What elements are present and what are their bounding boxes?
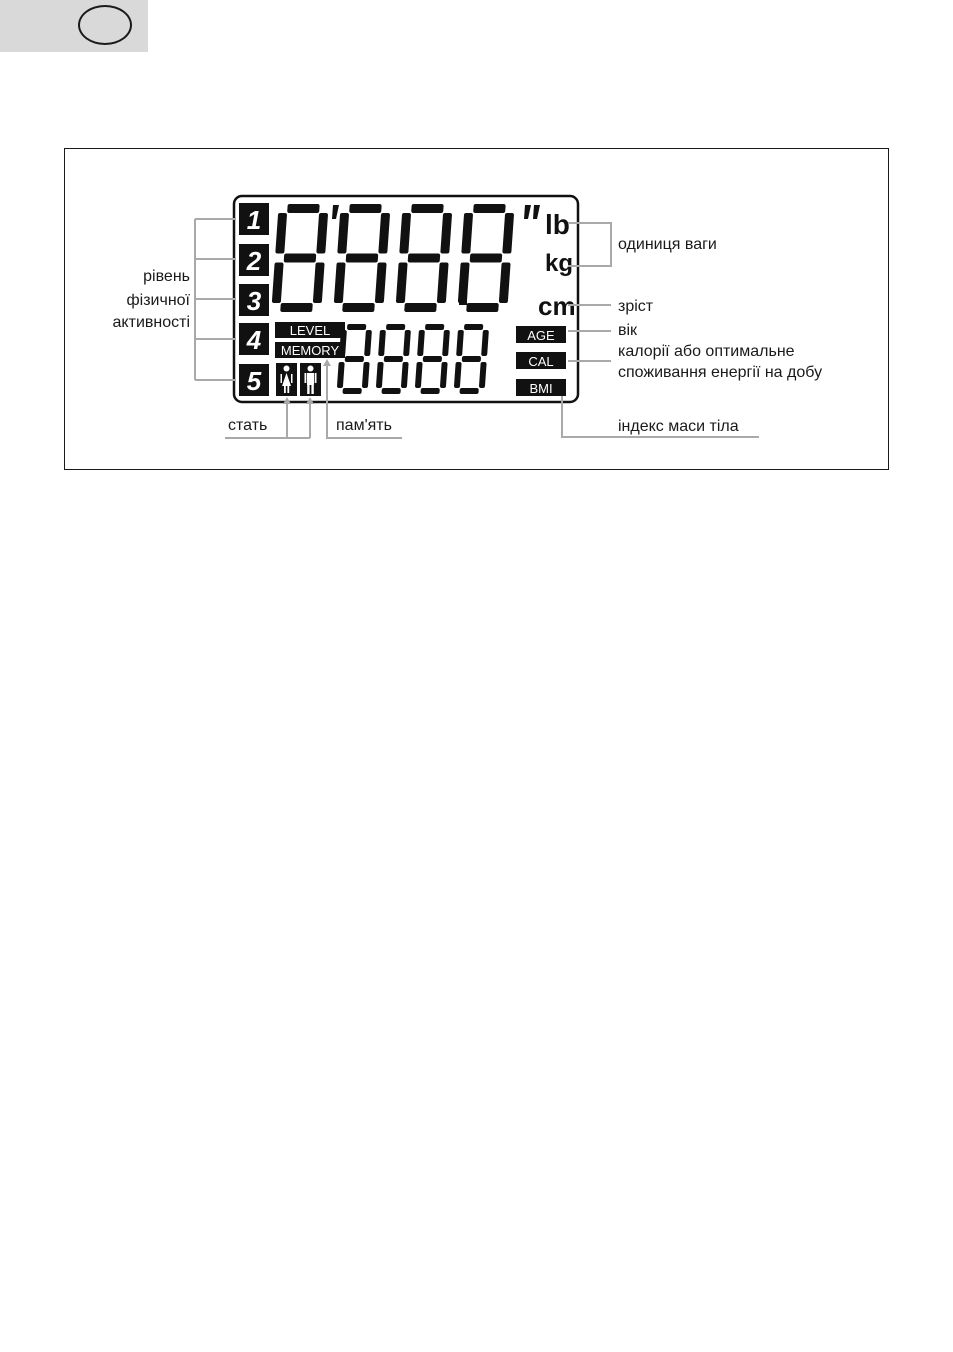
main-digit-4-segment-5 — [502, 213, 514, 254]
secondary-digit-4-segment-3 — [459, 388, 478, 394]
main-digit-2-segment-6 — [334, 263, 346, 304]
activity-level-2 — [239, 244, 269, 276]
secondary-digit-2-segment-6 — [376, 362, 384, 388]
unit-cm: cm — [538, 291, 576, 321]
main-digit-2-segment-2 — [346, 254, 379, 263]
secondary-digit-1-segment-6 — [337, 362, 345, 388]
secondary-digit-1-segment-7 — [362, 362, 370, 388]
main-digit-3-segment-4 — [399, 213, 411, 254]
secondary-digit-2-segment-4 — [378, 330, 386, 356]
main-digit-2-segment-5 — [378, 213, 390, 254]
secondary-digit-4-segment-7 — [479, 362, 487, 388]
secondary-digit-2-segment-3 — [381, 388, 400, 394]
activity-level-3-label: 3 — [246, 286, 262, 316]
feet-mark — [332, 205, 339, 219]
main-digit-2-segment-7 — [375, 263, 387, 304]
cal-tag-text: CAL — [528, 354, 554, 369]
bmi-label: індекс маси тіла — [618, 418, 739, 435]
secondary-digit-2 — [375, 324, 411, 394]
secondary-digit-display — [336, 324, 489, 394]
male-icon — [300, 363, 321, 396]
secondary-digit-1-segment-3 — [342, 388, 361, 394]
secondary-digit-3-segment-2 — [423, 356, 442, 362]
weight-unit-leaders — [568, 223, 611, 266]
memory-tag-text: MEMORY — [280, 343, 340, 358]
inch-mark — [524, 205, 540, 219]
activity-label-line3: активності — [112, 314, 190, 331]
secondary-digit-4-segment-4 — [456, 330, 464, 356]
main-digit-3-segment-2 — [408, 254, 441, 263]
main-digit-3-segment-5 — [440, 213, 452, 254]
main-digit-4-segment-2 — [470, 254, 503, 263]
activity-label-line1: рівень — [143, 268, 190, 285]
female-icon — [276, 363, 297, 396]
calories-label-line1: калорії або оптимальне — [618, 343, 795, 360]
height-label: зріст — [618, 298, 654, 315]
secondary-digit-1-segment-2 — [345, 356, 364, 362]
secondary-digit-4-segment-2 — [462, 356, 481, 362]
main-digit-4-segment-1 — [473, 204, 506, 213]
decimal-point — [459, 297, 467, 305]
secondary-digit-2-segment-5 — [403, 330, 411, 356]
main-digit-4-segment-4 — [461, 213, 473, 254]
bmi-tag-text: BMI — [529, 381, 553, 396]
activity-level-5 — [239, 364, 269, 396]
secondary-digit-3 — [414, 324, 450, 394]
main-digit-2-segment-1 — [349, 204, 382, 213]
activity-level-5-label: 5 — [246, 366, 262, 396]
secondary-digit-1-segment-5 — [364, 330, 372, 356]
secondary-digit-3-segment-1 — [425, 324, 444, 330]
calories-label-line2: споживання енергії на добу — [618, 364, 823, 381]
main-digit-2-segment-4 — [337, 213, 349, 254]
secondary-digit-2-segment-7 — [401, 362, 409, 388]
secondary-digit-4-segment-6 — [454, 362, 462, 388]
main-digit-4 — [457, 204, 515, 312]
gender-label: стать — [228, 417, 268, 434]
main-digit-1-segment-7 — [313, 263, 325, 304]
main-digit-3 — [395, 204, 453, 312]
gender-arrow-female — [283, 397, 291, 404]
activity-level-3 — [239, 284, 269, 316]
secondary-digit-3-segment-5 — [442, 330, 450, 356]
gender-arrow-male — [306, 397, 314, 404]
main-digit-3-segment-7 — [437, 263, 449, 304]
main-digit-1-segment-2 — [284, 254, 317, 263]
age-label: вік — [618, 322, 638, 339]
main-digit-4-segment-7 — [499, 263, 511, 304]
unit-kg: kg — [545, 250, 574, 277]
activity-level-4-label: 4 — [246, 325, 262, 355]
secondary-digit-3-segment-4 — [417, 330, 425, 356]
unit-lb: lb — [545, 209, 570, 240]
main-digit-2 — [333, 204, 391, 312]
main-digit-4-segment-3 — [466, 303, 499, 312]
secondary-digit-4 — [453, 324, 489, 394]
main-digit-3-segment-1 — [411, 204, 444, 213]
main-digit-1-segment-1 — [287, 204, 320, 213]
main-digit-1 — [271, 204, 329, 312]
main-digit-1-segment-6 — [272, 263, 284, 304]
secondary-digit-4-segment-1 — [464, 324, 483, 330]
main-digit-1-segment-5 — [316, 213, 328, 254]
memory-arrow — [323, 359, 331, 366]
secondary-digit-3-segment-6 — [415, 362, 423, 388]
secondary-digit-2-segment-2 — [384, 356, 403, 362]
main-digit-3-segment-6 — [396, 263, 408, 304]
secondary-digit-4-segment-5 — [481, 330, 489, 356]
main-digit-4-segment-6 — [458, 263, 470, 304]
main-digit-1-segment-4 — [275, 213, 287, 254]
activity-leaders — [195, 219, 236, 380]
activity-level-2-label: 2 — [246, 246, 262, 276]
level-tag-text: LEVEL — [289, 323, 331, 338]
secondary-digit-2-segment-1 — [386, 324, 405, 330]
main-digit-display — [271, 204, 515, 312]
main-digit-1-segment-3 — [280, 303, 313, 312]
main-digit-2-segment-3 — [342, 303, 375, 312]
activity-level-4 — [239, 323, 269, 355]
age-tag-text: AGE — [527, 328, 555, 343]
memory-label: пам'ять — [336, 417, 392, 434]
weight-unit-label: одиниця ваги — [618, 236, 717, 253]
secondary-digit-1-segment-1 — [347, 324, 366, 330]
activity-label-line2: фізичної — [126, 292, 190, 309]
activity-level-1-label: 1 — [246, 205, 262, 235]
activity-level-1 — [239, 203, 269, 235]
secondary-digit-3-segment-3 — [420, 388, 439, 394]
secondary-digit-3-segment-7 — [440, 362, 448, 388]
main-digit-3-segment-3 — [404, 303, 437, 312]
